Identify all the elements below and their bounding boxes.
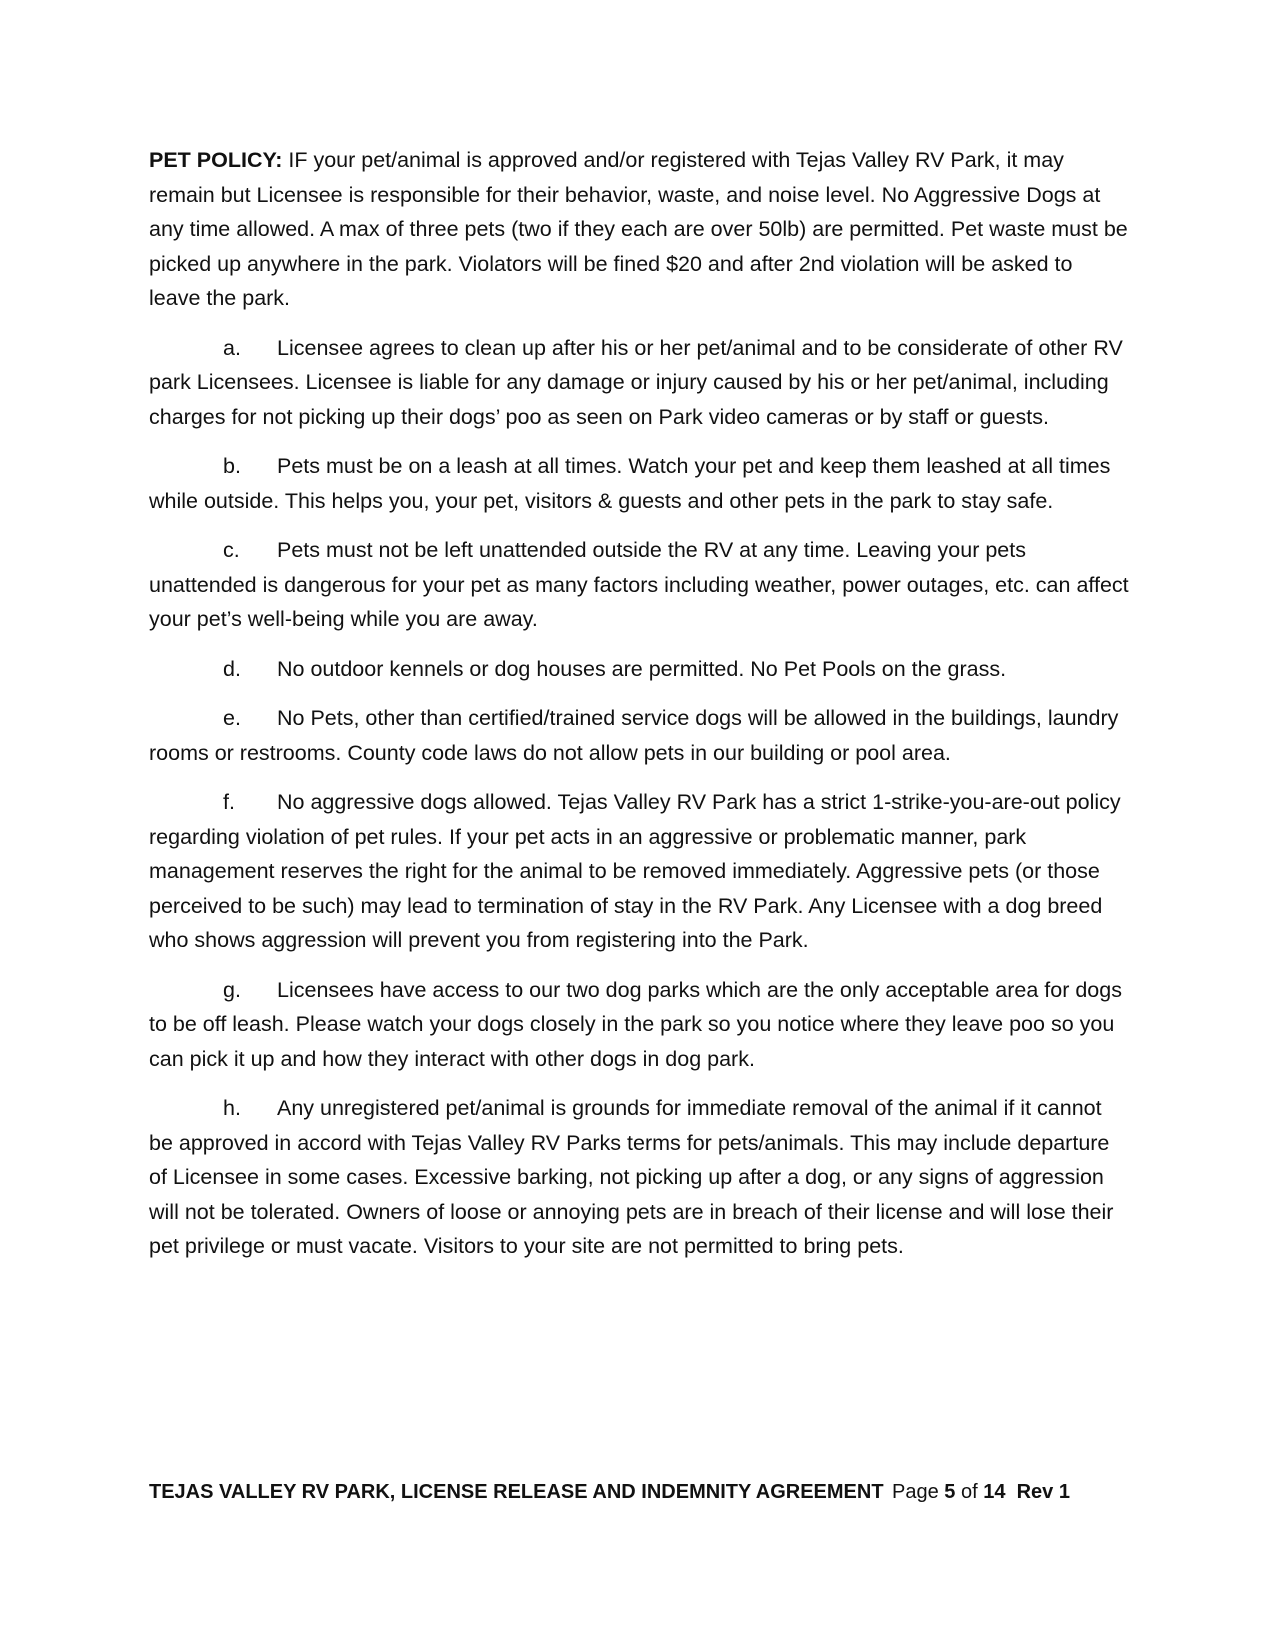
pet-policy-intro-text: IF your pet/animal is approved and/or registered with Tejas Valley RV Park, it may remain but Licensee is responsible for their behavior, waste, and noise level. No Aggressive Dogs at any time allowed. A max of three pets (two if they each are over 50lb) are permitted. Pet waste must be picked up anywhere in the park. Violators will be fined $20 and after 2nd violation will be asked to leave the park. — [149, 148, 1128, 310]
revision-label: Rev 1 — [1016, 1481, 1070, 1503]
list-item-marker: b. — [223, 454, 241, 478]
page-indicator — [892, 1478, 1070, 1506]
list-item-text: Pets must not be left unattended outside the RV at any time. Leaving your pets unattended is dangerous for your pet as many factors including weather, power outages, etc. can affect your pet’s well-being while you are away. — [149, 538, 1129, 631]
list-item-marker: a. — [223, 335, 241, 360]
page-total: 14 — [983, 1481, 1006, 1503]
list-item-marker: d. — [223, 656, 241, 681]
list-item-a — [149, 331, 1129, 435]
list-item-text: No aggressive dogs allowed. Tejas Valley RV Park has a strict 1-strike-you-are-out policy regarding violation of pet rules. If your pet acts in an aggressive or problematic manner, park management reserves the right for the animal to be removed immediately. Aggressive pets (or those perceived to be such) may lead to termination of stay in the RV Park. Any Licensee with a dog breed who shows aggression will prevent you from registering into the Park. — [149, 790, 1121, 952]
list-item-f — [149, 785, 1129, 958]
list-item-text: Licensee agrees to clean up after his or her pet/animal and to be considerate of other RV park Licensees. Licensee is liable for any damage or injury caused by his or her pet/animal, including charges for not picking up their dogs’ poo as seen on Park video cameras or by staff or guests. — [149, 335, 1123, 429]
pet-policy-intro — [149, 143, 1129, 316]
of-word: of — [960, 1481, 978, 1503]
list-item-g — [149, 973, 1129, 1077]
document-body — [149, 143, 1129, 1279]
list-item-d — [149, 652, 1129, 687]
list-item-text: No Pets, other than certified/trained service dogs will be allowed in the buildings, laundry rooms or restrooms. County code laws do not allow pets in our building or pool area. — [149, 706, 1119, 765]
list-item-e — [149, 701, 1129, 770]
pet-policy-heading: PET POLICY: — [149, 148, 283, 172]
list-item-text: Pets must be on a leash at all times. Watch your pet and keep them leashed at all times while outside. This helps you, your pet, visitors & guests and other pets in the park to stay safe. — [149, 454, 1111, 513]
list-item-marker: f. — [223, 790, 235, 814]
list-item-marker: c. — [223, 538, 240, 562]
list-item-b — [149, 449, 1129, 518]
list-item-text: Licensees have access to our two dog parks which are the only acceptable area for dogs to be off leash. Please watch your dogs closely in the park so you notice where they leave poo so you can pick it up and how they interact with other dogs in dog park. — [149, 977, 1122, 1071]
footer-title: TEJAS VALLEY RV PARK, LICENSE RELEASE AND INDEMNITY AGREEMENT — [149, 1481, 884, 1503]
list-item-marker: g. — [223, 977, 241, 1002]
list-item-marker: e. — [223, 706, 241, 730]
list-item-c — [149, 533, 1129, 637]
page-word: Page — [892, 1481, 939, 1503]
list-item-h — [149, 1091, 1129, 1264]
list-item-text: Any unregistered pet/animal is grounds for immediate removal of the animal if it cannot be approved in accord with Tejas Valley RV Parks terms for pets/animals. This may include departure of Licensee in some cases. Excessive barking, not picking up after a dog, or any signs of aggression will not be tolerated. Owners of loose or annoying pets are in breach of their license and will lose their pet privilege or must vacate. Visitors to your site are not permitted to bring pets. — [149, 1096, 1114, 1258]
list-item-marker: h. — [223, 1096, 241, 1120]
list-item-text: No outdoor kennels or dog houses are permitted. No Pet Pools on the grass. — [277, 656, 1007, 681]
page-number: 5 — [944, 1481, 956, 1503]
page-footer — [149, 1478, 1109, 1506]
